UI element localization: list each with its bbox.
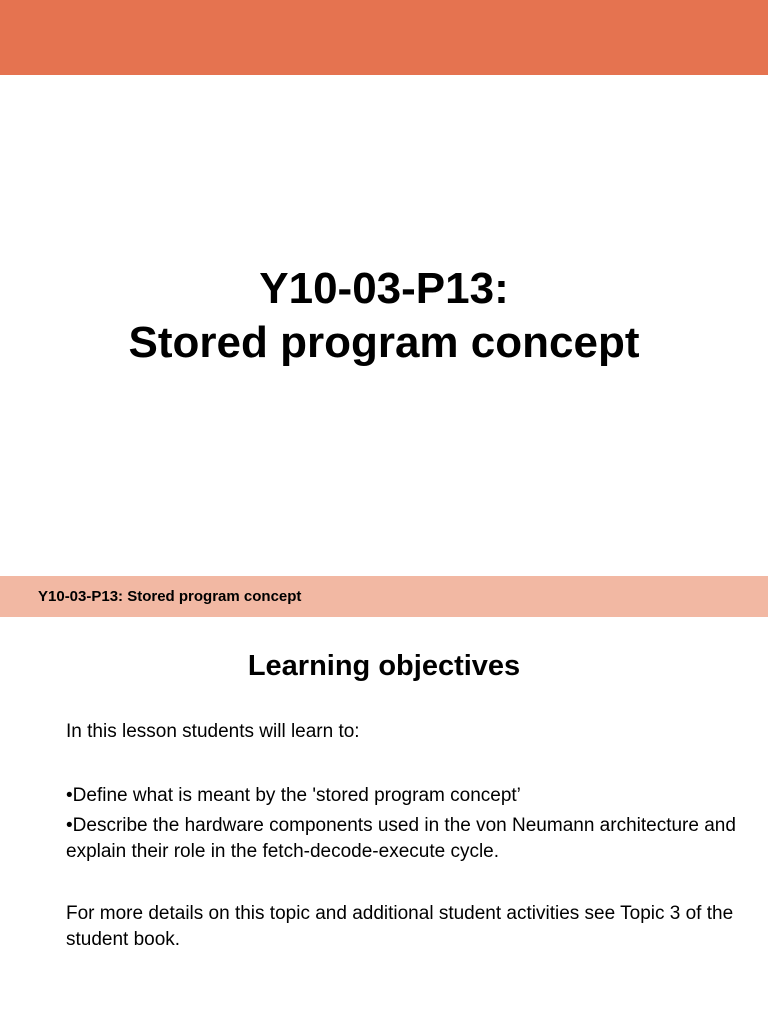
title-slide-band xyxy=(0,0,768,75)
objectives-header-strip xyxy=(0,576,768,617)
learning-objectives-heading: Learning objectives xyxy=(247,650,521,682)
objectives-header-text: Y10-03-P13: Stored program concept xyxy=(38,588,302,605)
intro-text: In this lesson students will learn to: xyxy=(66,721,360,742)
more-info-text: For more details on this topic and additional student activities see Topic 3 of the student book. xyxy=(66,903,734,950)
objective-item: •Define what is meant by the 'stored program concept’ xyxy=(66,785,521,806)
slide-title xyxy=(0,262,768,370)
objective-item: •Describe the hardware components used in the von Neumann architecture and explain their role in the fetch-decode-execute cycle. xyxy=(66,815,736,862)
slide-title-line1: Y10-03-P13: xyxy=(259,264,509,313)
slide-title-line2: Stored program concept xyxy=(128,318,640,367)
